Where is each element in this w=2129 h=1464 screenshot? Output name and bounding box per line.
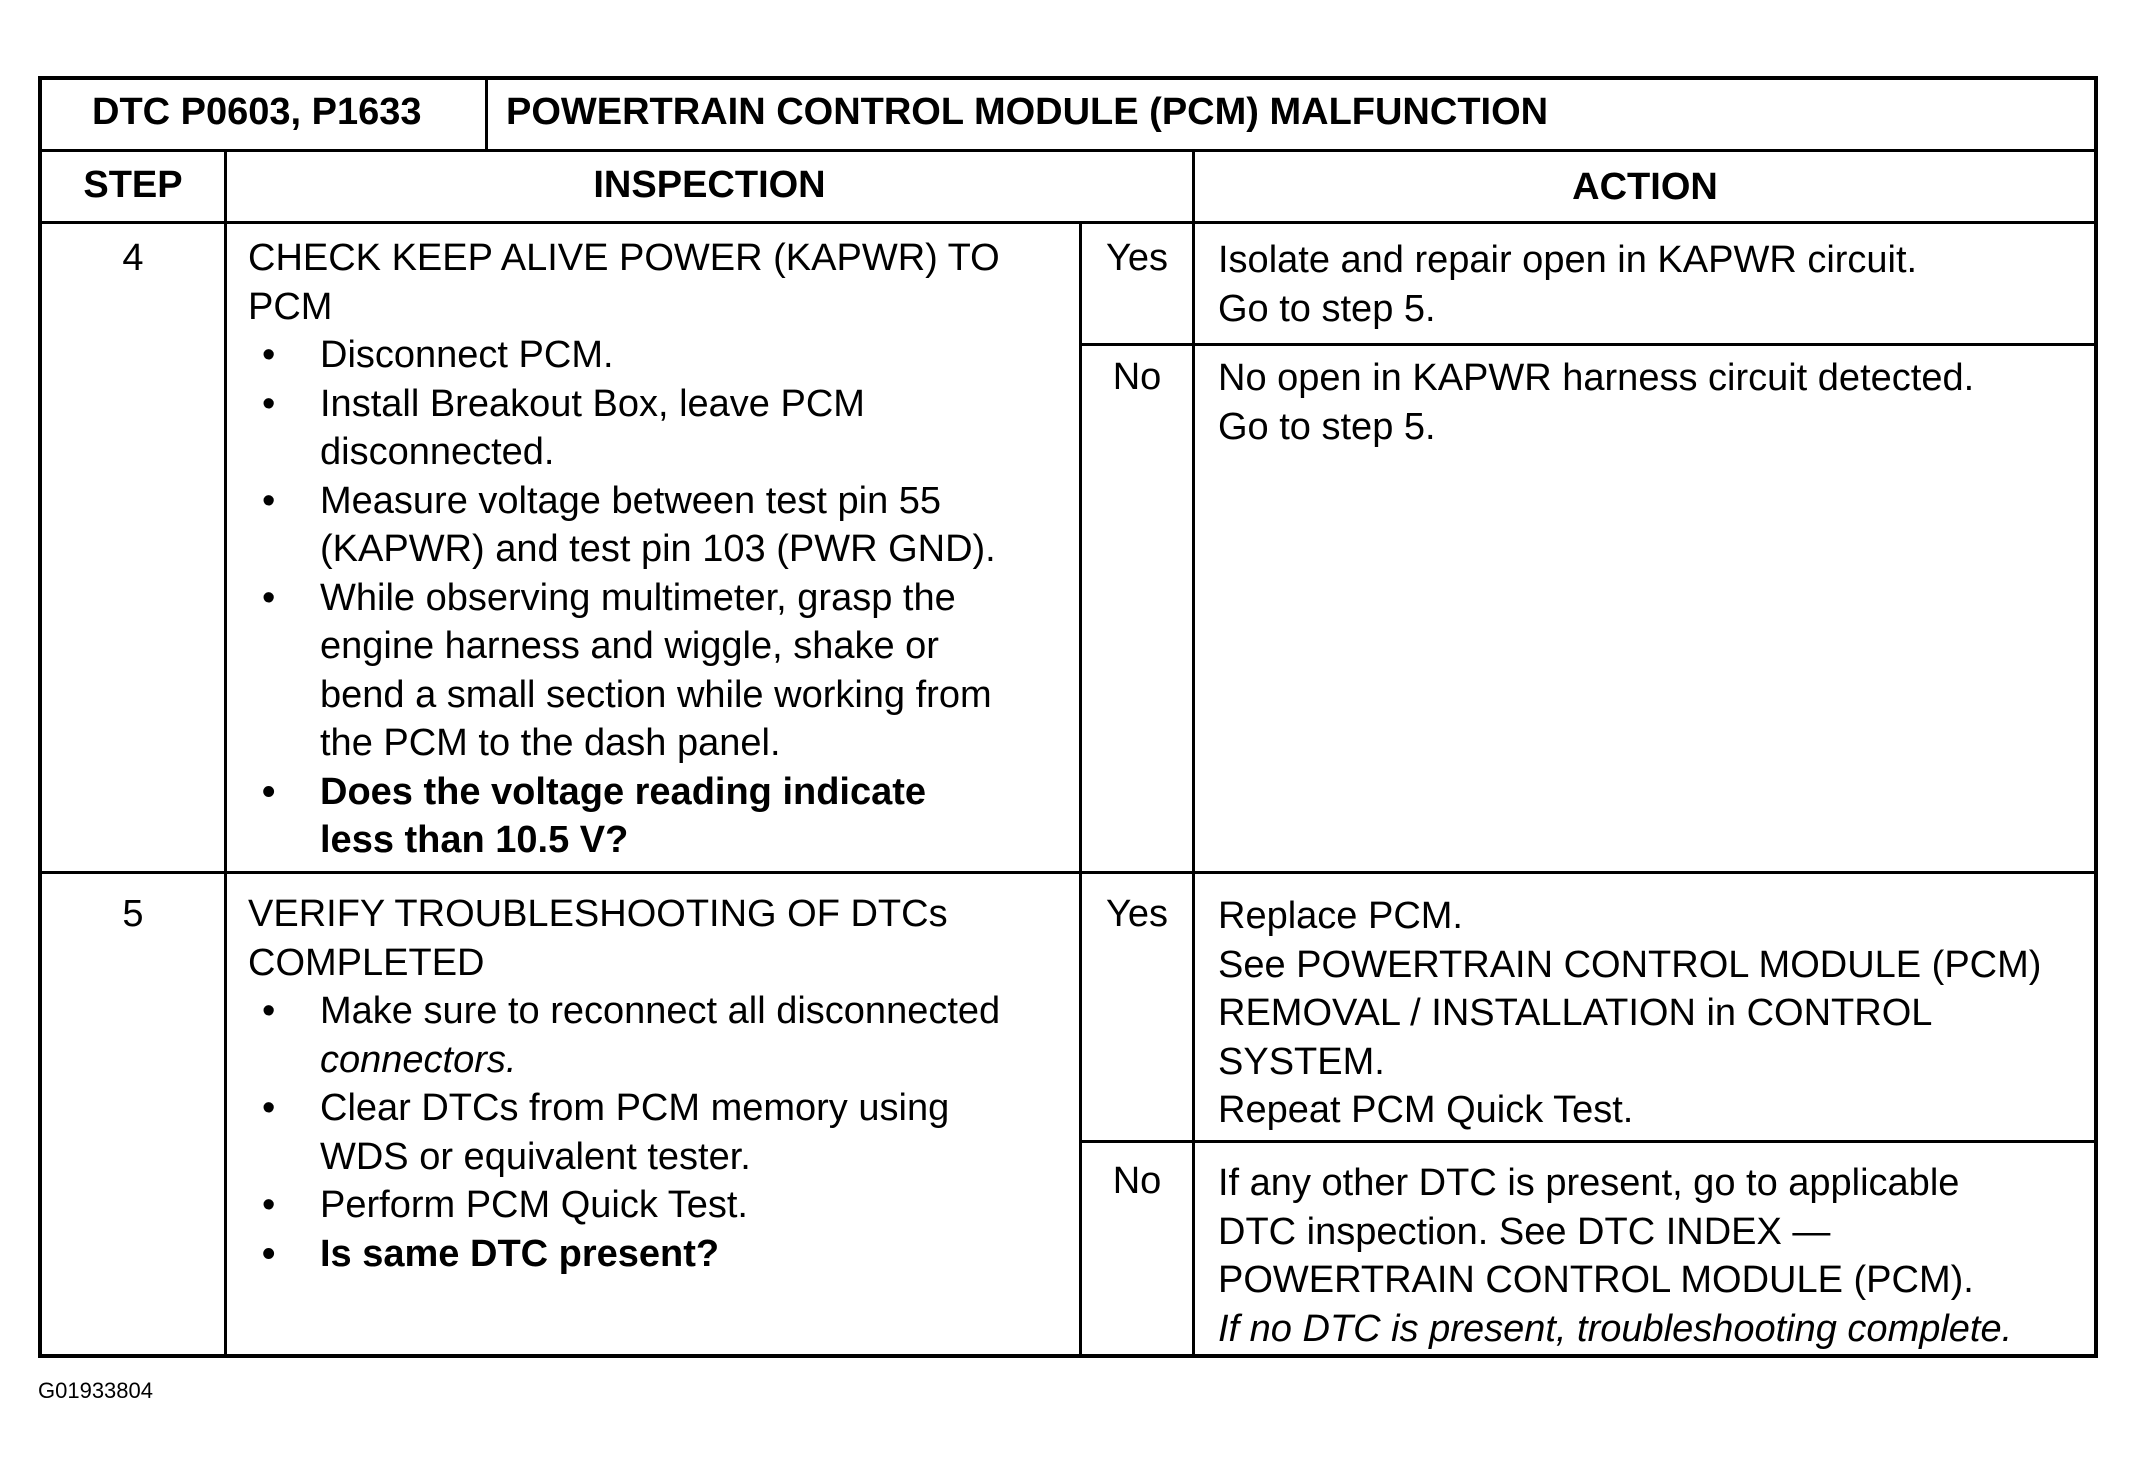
divider-row4-yes-no bbox=[1079, 343, 2098, 346]
inspection-step: • Measure voltage between test pin 55 (KAPWR) and test pin 103 (PWR GND). bbox=[248, 477, 1073, 574]
divider-yesno-action bbox=[1192, 221, 1195, 1358]
column-header-action: ACTION bbox=[1572, 166, 1718, 208]
yes-label: Yes bbox=[1106, 237, 1168, 279]
inspection-step: • Perform PCM Quick Test. bbox=[248, 1181, 1073, 1230]
bullet-icon: • bbox=[262, 479, 276, 522]
column-header-inspection: INSPECTION bbox=[593, 164, 826, 206]
inspection-cell bbox=[248, 890, 1073, 1278]
no-action: If any other DTC is present, go to applicable DTC inspection. See DTC INDEX — POWERTRAIN CONTROL MODULE (PCM). If no DTC is present, troubleshooting complete. bbox=[1218, 1162, 2013, 1350]
inspection-title-line: VERIFY TROUBLESHOOTING OF DTCs bbox=[248, 893, 948, 935]
yes-action: Isolate and repair open in KAPWR circuit. Go to step 5. bbox=[1218, 239, 1918, 330]
inspection-title-line: CHECK KEEP ALIVE POWER (KAPWR) TO bbox=[248, 237, 1000, 279]
inspection-steps-list bbox=[248, 331, 1073, 865]
inspection-cell bbox=[248, 234, 1073, 865]
inspection-step: • Make sure to reconnect all disconnected connectors. bbox=[248, 987, 1073, 1084]
yes-action: Replace PCM. See POWERTRAIN CONTROL MODULE (PCM) REMOVAL / INSTALLATION in CONTROL SYSTEM. Repeat PCM Quick Test. bbox=[1218, 895, 2042, 1131]
step-number: 4 bbox=[122, 237, 144, 279]
bullet-icon: • bbox=[262, 334, 276, 376]
bullet-icon: • bbox=[262, 990, 276, 1032]
inspection-question: • Does the voltage reading indicate less than 10.5 V? bbox=[248, 768, 1073, 865]
inspection-title-line: PCM bbox=[248, 285, 333, 328]
inspection-question: • Is same DTC present? bbox=[248, 1230, 1073, 1279]
bullet-icon: • bbox=[262, 382, 276, 425]
bullet-icon: • bbox=[262, 576, 276, 619]
inspection-steps-list bbox=[248, 987, 1073, 1278]
divider-header-bottom bbox=[38, 149, 2098, 152]
inspection-step: • Clear DTCs from PCM memory using WDS or equivalent tester. bbox=[248, 1084, 1073, 1181]
table-title: POWERTRAIN CONTROL MODULE (PCM) MALFUNCTION bbox=[506, 91, 1549, 133]
divider-dtc-title bbox=[485, 76, 488, 151]
yes-label: Yes bbox=[1106, 893, 1168, 935]
step-number: 5 bbox=[122, 893, 144, 935]
divider-row5-yes-no bbox=[1079, 1140, 2098, 1143]
bullet-icon: • bbox=[262, 1184, 276, 1226]
divider-row4-bottom bbox=[38, 871, 2098, 874]
figure-id: G01933804 bbox=[38, 1378, 153, 1403]
bullet-icon: • bbox=[262, 770, 276, 813]
no-action: No open in KAPWR harness circuit detected. Go to step 5. bbox=[1218, 357, 1975, 448]
no-label: No bbox=[1112, 1160, 1162, 1202]
divider-columns-bottom bbox=[38, 221, 2098, 224]
bullet-icon: • bbox=[262, 1087, 276, 1129]
inspection-step: • Install Breakout Box, leave PCM disconnected. bbox=[248, 380, 1073, 477]
no-label: No bbox=[1112, 356, 1162, 398]
divider-step-inspection bbox=[224, 149, 227, 1358]
dtc-codes: DTC P0603, P1633 bbox=[92, 91, 422, 133]
inspection-step: • Disconnect PCM. bbox=[248, 331, 1073, 380]
inspection-title-line: COMPLETED bbox=[248, 941, 485, 984]
bullet-icon: • bbox=[262, 1232, 276, 1275]
column-header-step: STEP bbox=[83, 164, 183, 206]
inspection-step: • While observing multimeter, grasp the engine harness and wiggle, shake or bend a small section while working from the PCM to the dash panel. bbox=[248, 574, 1073, 768]
